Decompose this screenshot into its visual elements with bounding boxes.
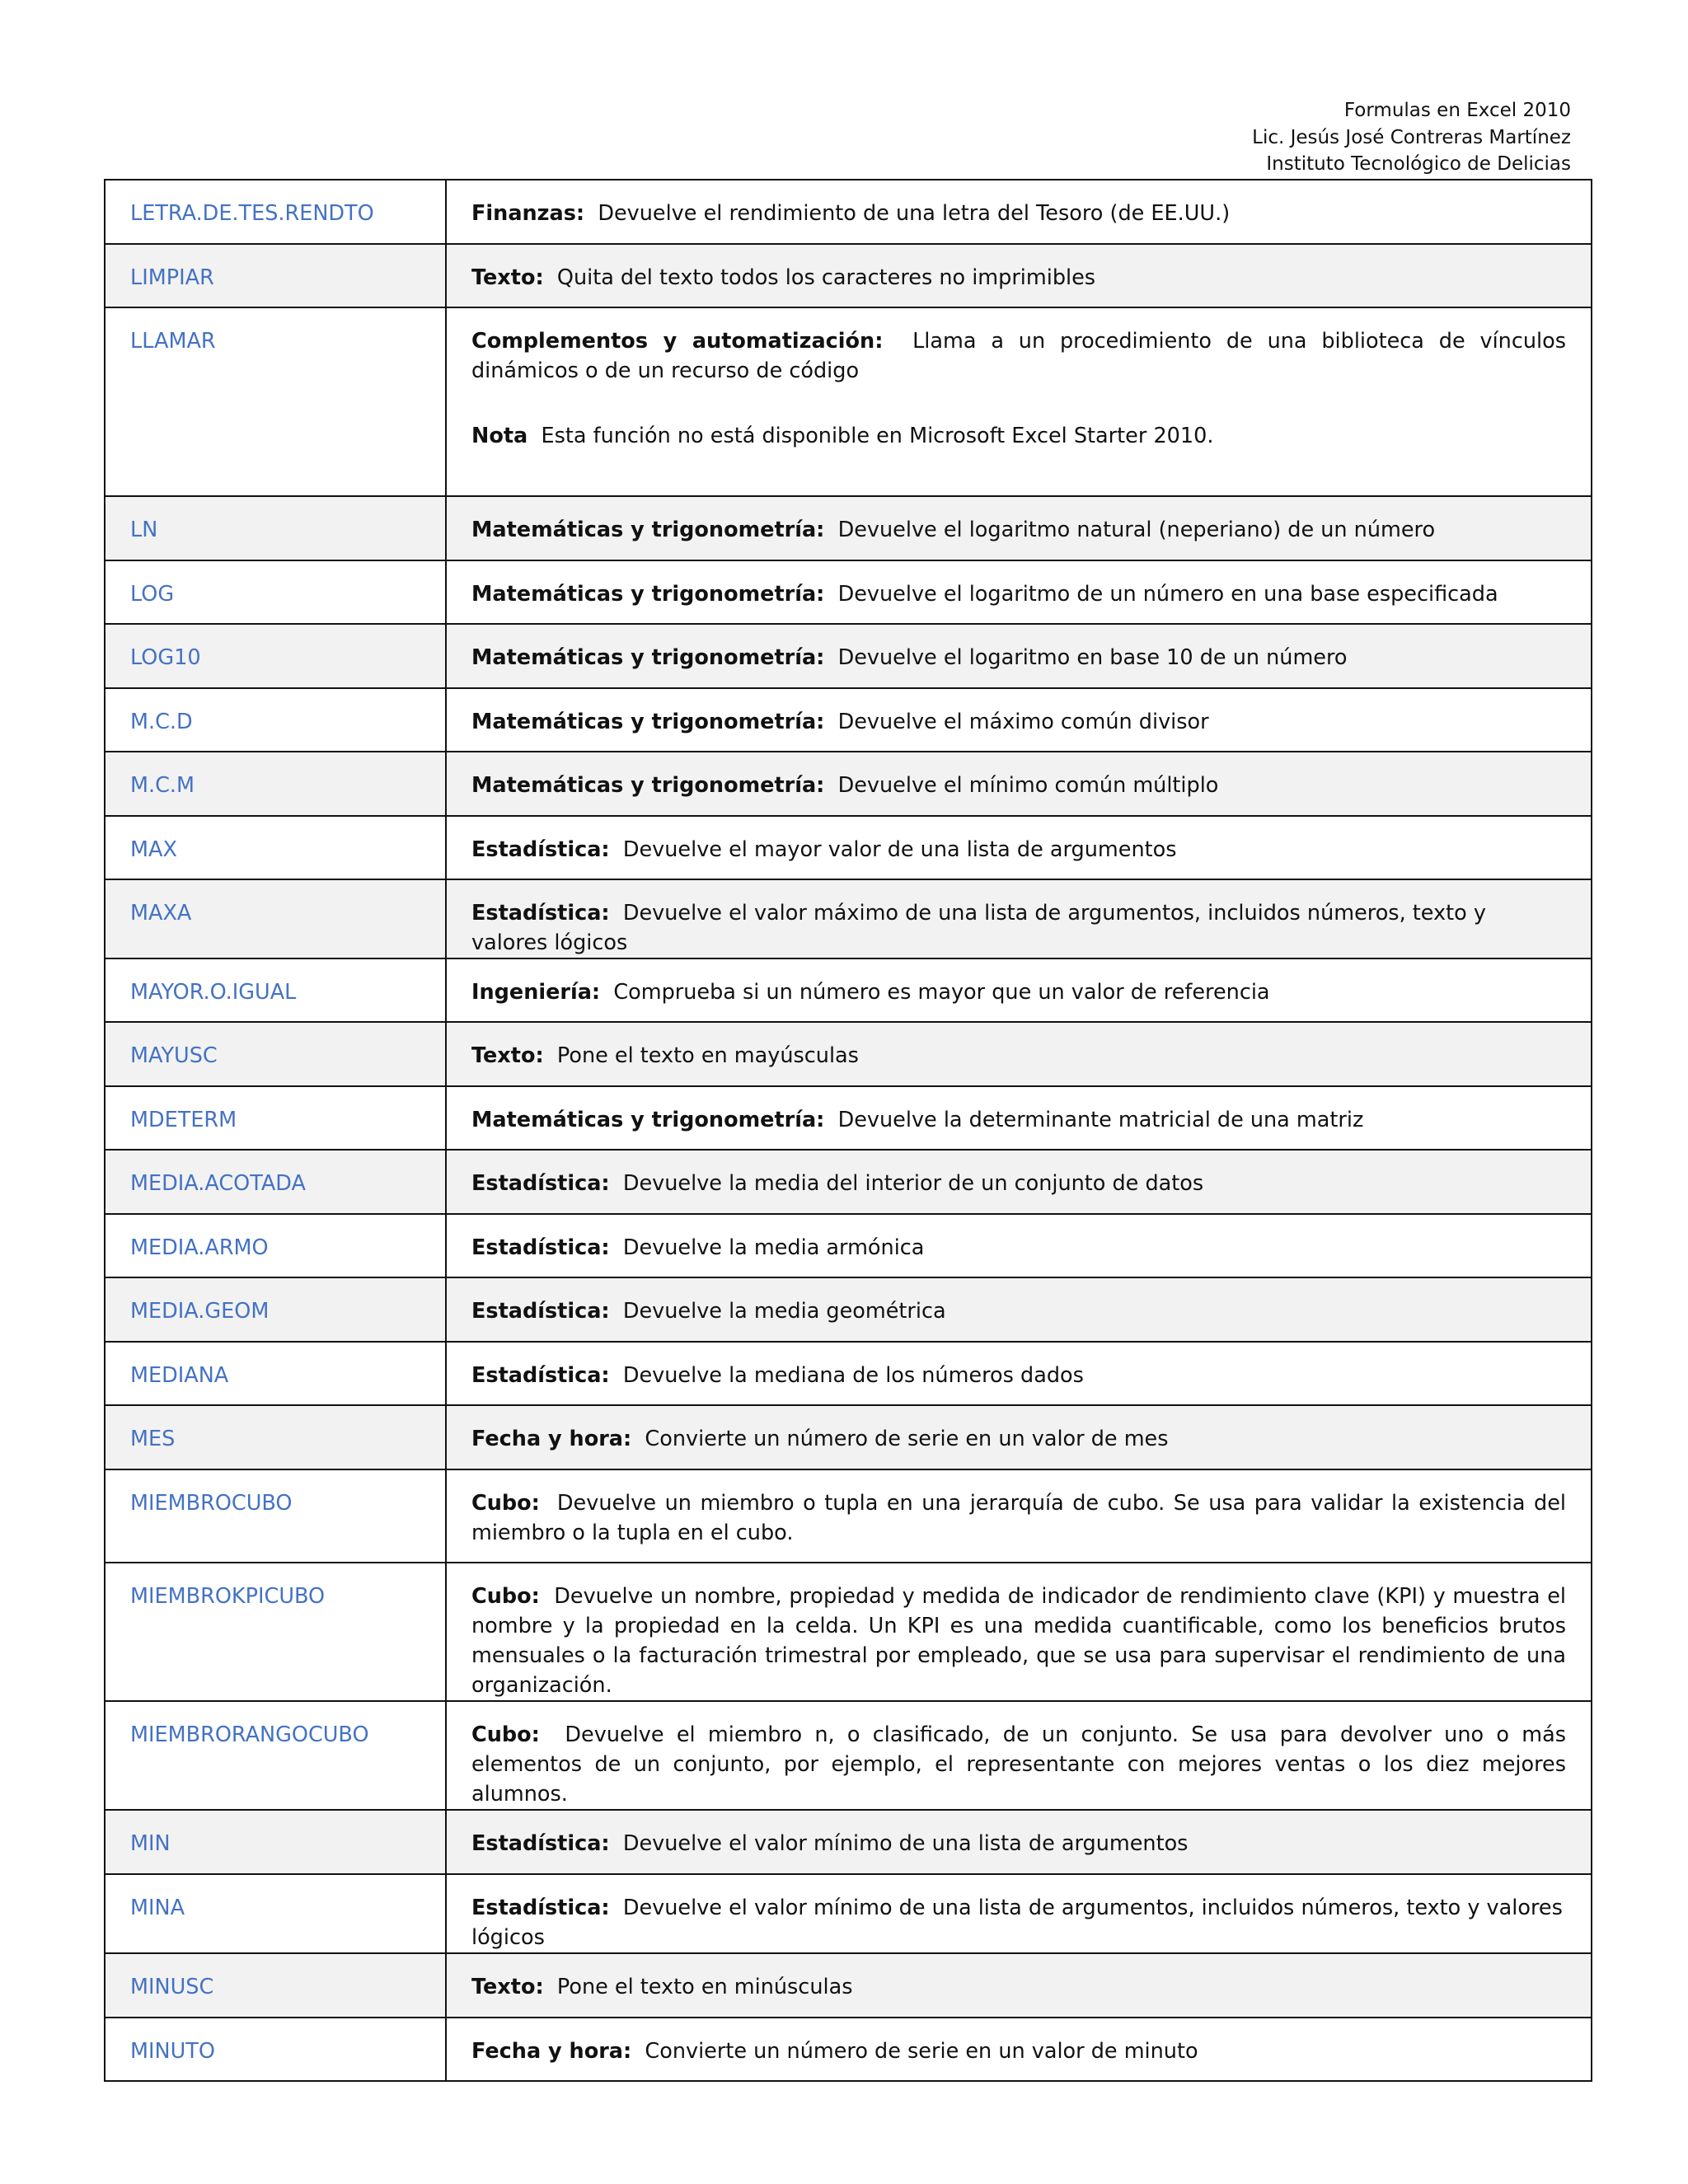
function-description-text: Devuelve el miembro n, o clasificado, de un conjunto. Se usa para devolver uno o más elementos de un conjunto, por ejemplo, el representante con mejores ventas o los diez mejores alumnos. [471,1722,1567,1807]
function-category: Estadística: [471,837,610,862]
function-description [446,244,1592,307]
function-name[interactable]: MEDIA.ACOTADA [105,1150,446,1214]
function-description [446,1810,1592,1874]
function-category: Cubo: [471,1584,540,1609]
function-name[interactable]: MINA [105,1874,446,1953]
function-description-text: Devuelve el logaritmo de un número en una base especificada [837,582,1498,607]
table-row [105,1405,1592,1469]
function-description-text: Devuelve el rendimiento de una letra del Tesoro (de EE.UU.) [598,201,1231,226]
function-description-text: Convierte un número de serie en un valor de minuto [645,2039,1198,2064]
header-institution: Instituto Tecnológico de Delicias [1266,153,1571,175]
function-name[interactable]: MINUSC [105,1953,446,2018]
function-description-text: Devuelve la determinante matricial de una matriz [837,1108,1364,1132]
function-name[interactable]: MEDIA.ARMO [105,1214,446,1277]
function-name[interactable]: M.C.D [105,688,446,752]
function-description [446,1277,1592,1342]
function-description [446,307,1592,496]
function-category: Ingeniería: [471,980,601,1005]
function-name[interactable]: MAXA [105,879,446,958]
table-row [105,496,1592,560]
function-category: Estadística: [471,901,610,926]
function-category: Matemáticas y trigonometría: [471,773,825,798]
function-description-text: Devuelve un miembro o tupla en una jerarquía de cubo. Se usa para validar la existencia del miembro o la tupla en el cubo. [471,1491,1566,1545]
function-category: Texto: [471,265,544,290]
function-category: Estadística: [471,1299,610,1324]
function-name[interactable]: LLAMAR [105,307,446,496]
function-name[interactable]: LETRA.DE.TES.RENDTO [105,180,446,244]
function-description-text: Devuelve el logaritmo en base 10 de un número [837,645,1348,670]
function-description [446,1150,1592,1214]
function-name[interactable]: MIN [105,1810,446,1874]
table-row [105,1022,1592,1086]
function-category: Estadística: [471,1831,610,1856]
function-category: Matemáticas y trigonometría: [471,645,825,670]
function-description [446,688,1592,752]
table-row [105,1214,1592,1277]
function-description [446,958,1592,1022]
function-name[interactable]: MEDIANA [105,1342,446,1405]
function-name[interactable]: MAYOR.O.IGUAL [105,958,446,1022]
table-row [105,958,1592,1022]
function-description [446,816,1592,879]
function-description [446,1469,1592,1563]
table-row [105,180,1592,244]
function-description [446,2018,1592,2081]
function-category: Matemáticas y trigonometría: [471,1108,825,1132]
function-description-text: Devuelve la mediana de los números dados [622,1363,1084,1388]
function-description-text: Devuelve el mayor valor de una lista de argumentos [622,837,1177,862]
function-name[interactable]: M.C.M [105,752,446,816]
function-category: Cubo: [471,1722,540,1747]
function-name[interactable]: MDETERM [105,1086,446,1150]
table-row [105,560,1592,624]
table-row [105,816,1592,879]
function-category: Fecha y hora: [471,2039,632,2064]
function-description [446,1953,1592,2018]
function-description-text: Devuelve un nombre, propiedad y medida de indicador de rendimiento clave (KPI) y muestra el nombre y la propiedad en la celda. Un KPI es una medida cuantificable, como los beneficios brutos mensuales o la facturación trimestral por empleado, que se usa para supervisar el rendimiento de una organización. [471,1584,1566,1698]
table-row [105,244,1592,307]
function-category: Estadística: [471,1171,610,1196]
function-description-text: Devuelve el valor mínimo de una lista de argumentos, incluidos números, texto y valores lógicos [471,1896,1563,1950]
function-description [446,1342,1592,1405]
function-description [446,1405,1592,1469]
table-row [105,1469,1592,1563]
function-name[interactable]: MES [105,1405,446,1469]
table-row [105,752,1592,816]
function-category: Complementos y automatización: [471,329,884,354]
note-text: Esta función no está disponible en Microsoft Excel Starter 2010. [541,424,1214,448]
function-description-text: Devuelve el valor máximo de una lista de argumentos, incluidos números, texto y valores lógicos [471,901,1486,955]
function-description-text: Devuelve el logaritmo natural (neperiano) de un número [837,518,1436,542]
function-name[interactable]: MIEMBRORANGOCUBO [105,1701,446,1810]
table-row [105,1874,1592,1953]
function-description [446,496,1592,560]
table-row [105,688,1592,752]
function-name[interactable]: MEDIA.GEOM [105,1277,446,1342]
function-description-text: Devuelve el mínimo común múltiplo [837,773,1219,798]
table-row [105,307,1592,496]
function-name[interactable]: LOG10 [105,624,446,688]
function-description-text: Devuelve la media geométrica [622,1299,946,1324]
table-row [105,1086,1592,1150]
function-description [446,1563,1592,1701]
function-name[interactable]: LN [105,496,446,560]
function-name[interactable]: LOG [105,560,446,624]
function-category: Cubo: [471,1491,540,1516]
function-note [471,421,1566,451]
table-row [105,1150,1592,1214]
function-description-text: Devuelve la media del interior de un conjunto de datos [622,1171,1204,1196]
header-document-title: Formulas en Excel 2010 [1343,100,1571,121]
function-description [446,624,1592,688]
table-row [105,1810,1592,1874]
function-category: Estadística: [471,1363,610,1388]
function-description-text: Quita del texto todos los caracteres no imprimibles [556,265,1096,290]
function-description-text: Devuelve el valor mínimo de una lista de argumentos [622,1831,1189,1856]
page-header [1252,97,1571,178]
function-category: Fecha y hora: [471,1427,632,1451]
function-description-text: Pone el texto en minúsculas [556,1975,853,1999]
table-row [105,1563,1592,1701]
function-category: Texto: [471,1043,544,1068]
function-description [446,752,1592,816]
function-name[interactable]: MIEMBROKPICUBO [105,1563,446,1701]
function-description-text: Comprueba si un número es mayor que un valor de referencia [613,980,1270,1005]
functions-table [104,179,1592,2082]
function-description [446,879,1592,958]
function-category: Texto: [471,1975,544,1999]
function-description [446,180,1592,244]
function-description-text: Llama a un procedimiento de una biblioteca de vínculos dinámicos o de un recurso de código [471,329,1566,383]
table-row [105,879,1592,958]
note-label: Nota [471,424,528,448]
function-description-text: Convierte un número de serie en un valor de mes [645,1427,1169,1451]
function-description-text: Pone el texto en mayúsculas [556,1043,859,1068]
table-row [105,1953,1592,2018]
function-category: Matemáticas y trigonometría: [471,710,825,734]
function-category: Matemáticas y trigonometría: [471,582,825,607]
function-description [446,560,1592,624]
function-name[interactable]: MINUTO [105,2018,446,2081]
function-category: Finanzas: [471,201,585,226]
table-row [105,1342,1592,1405]
table-row [105,624,1592,688]
function-name[interactable]: LIMPIAR [105,244,446,307]
table-row [105,1701,1592,1810]
function-description [446,1022,1592,1086]
function-description [446,1086,1592,1150]
function-description-text: Devuelve la media armónica [622,1235,925,1260]
function-description-text: Devuelve el máximo común divisor [837,710,1209,734]
function-name[interactable]: MAX [105,816,446,879]
function-category: Estadística: [471,1896,610,1920]
function-category: Estadística: [471,1235,610,1260]
function-description [446,1874,1592,1953]
function-description [446,1214,1592,1277]
function-category: Matemáticas y trigonometría: [471,518,825,542]
table-row [105,1277,1592,1342]
function-name[interactable]: MIEMBROCUBO [105,1469,446,1563]
table-row [105,2018,1592,2081]
function-description [446,1701,1592,1810]
function-name[interactable]: MAYUSC [105,1022,446,1086]
header-author: Lic. Jesús José Contreras Martínez [1252,126,1571,148]
